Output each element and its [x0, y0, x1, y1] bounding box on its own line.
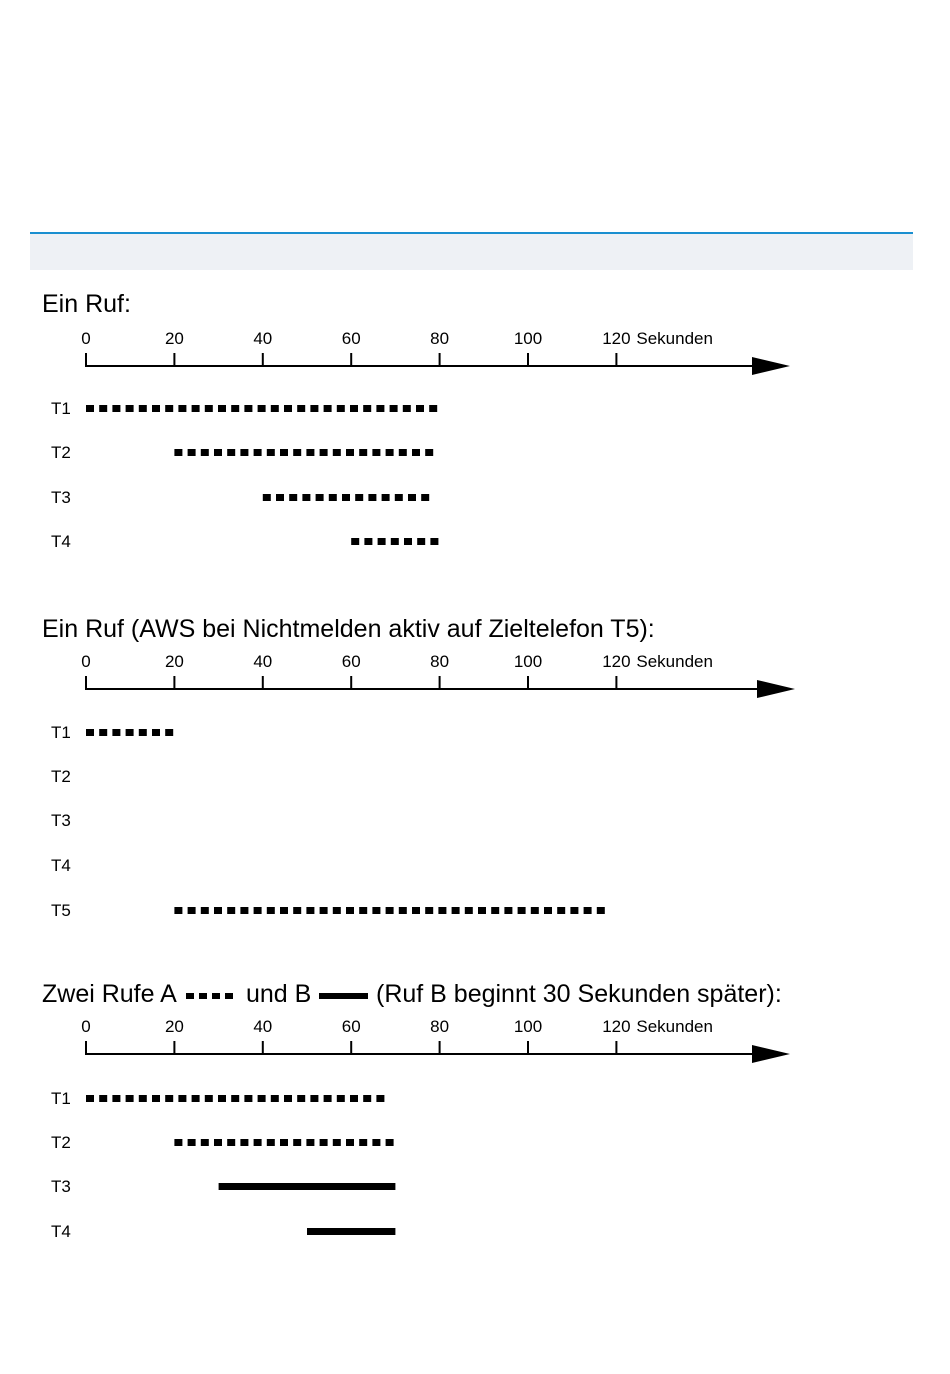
call-a-dash: [372, 907, 380, 914]
call-a-dash: [188, 907, 196, 914]
call-a-dash: [240, 1139, 248, 1146]
call-a-dash: [174, 449, 182, 456]
call-a-dash: [412, 907, 420, 914]
phone-label: T1: [51, 399, 71, 418]
call-a-dash: [302, 494, 310, 501]
call-a-dash: [363, 405, 371, 412]
call-a-dash: [337, 1095, 345, 1102]
call-a-dash: [363, 1095, 371, 1102]
call-a-dash: [346, 907, 354, 914]
phone-label: T2: [51, 767, 71, 786]
call-a-dash: [324, 405, 332, 412]
phone-rows: [51, 723, 605, 920]
call-a-dash: [240, 449, 248, 456]
call-a-dash: [429, 405, 437, 412]
call-a-dash: [280, 1139, 288, 1146]
tick-label: 20: [164, 652, 184, 671]
call-a-dash: [214, 907, 222, 914]
call-a-dash: [280, 907, 288, 914]
call-a-dash: [306, 449, 314, 456]
axis-arrowhead: [757, 680, 795, 698]
call-a-dash: [329, 494, 337, 501]
call-a-dash: [86, 405, 94, 412]
call-a-dash: [351, 538, 359, 545]
call-a-dash: [231, 1095, 239, 1102]
tick-label: 60: [341, 1017, 361, 1036]
call-a-dash: [267, 907, 275, 914]
call-a-dash: [258, 405, 266, 412]
tick-label: 20: [164, 1017, 184, 1036]
call-a-dash: [355, 494, 363, 501]
call-b-segment: [307, 1228, 395, 1235]
call-a-segment: [86, 1095, 384, 1102]
timeline-section-2: [42, 615, 795, 920]
call-a-dash: [178, 405, 186, 412]
axis-unit-label: Sekunden: [636, 329, 713, 348]
phone-label: T2: [51, 443, 71, 462]
call-a-dash: [570, 907, 578, 914]
call-a-dash: [214, 449, 222, 456]
call-a-segment: [174, 1139, 393, 1146]
axis-unit-label: Sekunden: [636, 652, 713, 671]
call-a-dash: [240, 907, 248, 914]
call-a-dash: [316, 494, 324, 501]
call-a-dash: [139, 729, 147, 736]
tick-label: 60: [341, 329, 361, 348]
call-a-dash: [244, 1095, 252, 1102]
phone-label: T1: [51, 723, 71, 742]
call-a-dash: [333, 907, 341, 914]
call-a-dash: [337, 405, 345, 412]
call-a-dash: [404, 538, 412, 545]
call-a-dash: [205, 405, 213, 412]
call-a-dash: [165, 729, 173, 736]
title-part-after-b: (Ruf B beginnt 30 Sekunden später):: [376, 980, 782, 1008]
phone-rows: [51, 1089, 395, 1241]
call-a-dash: [293, 1139, 301, 1146]
tick-label: 100: [513, 1017, 543, 1036]
call-a-dash: [378, 538, 386, 545]
call-a-dash: [244, 405, 252, 412]
call-a-dash: [531, 907, 539, 914]
call-a-dash: [430, 538, 438, 545]
call-a-dash: [139, 1095, 147, 1102]
tick-label: 20: [164, 329, 184, 348]
call-a-dash: [386, 449, 394, 456]
call-a-dash: [227, 1139, 235, 1146]
call-a-dash: [227, 907, 235, 914]
call-a-dash: [174, 1139, 182, 1146]
call-a-dash: [201, 449, 209, 456]
tick-label: 0: [81, 652, 91, 671]
call-a-dash: [174, 907, 182, 914]
axis-unit-label: Sekunden: [636, 1017, 713, 1036]
call-a-dash: [452, 907, 460, 914]
call-a-dash: [421, 494, 429, 501]
call-a-dash: [276, 494, 284, 501]
call-a-segment: [263, 494, 429, 501]
call-a-dash: [333, 449, 341, 456]
timeline-section-1: [42, 290, 790, 551]
call-a-dash: [86, 1095, 94, 1102]
call-a-dash: [152, 729, 160, 736]
call-a-dash: [399, 907, 407, 914]
call-a-dash: [99, 1095, 107, 1102]
call-a-dash: [112, 1095, 120, 1102]
tick-label: 0: [81, 329, 91, 348]
call-a-dash: [310, 405, 318, 412]
call-a-dash: [320, 907, 328, 914]
call-a-dash: [364, 538, 372, 545]
call-a-dash: [306, 907, 314, 914]
call-a-dash: [306, 1139, 314, 1146]
tick-label: 40: [253, 1017, 273, 1036]
phone-label: T4: [51, 856, 71, 875]
call-a-segment: [351, 538, 438, 545]
call-a-dash: [165, 405, 173, 412]
call-a-dash: [192, 1095, 200, 1102]
call-a-dash: [289, 494, 297, 501]
call-a-dash: [293, 449, 301, 456]
phone-label: T2: [51, 1133, 71, 1152]
call-a-dash: [254, 1139, 262, 1146]
title-part-between: und B: [246, 980, 312, 1008]
call-a-dash: [557, 907, 565, 914]
call-a-dash: [297, 1095, 305, 1102]
title-part-before-a: Zwei Rufe A: [42, 980, 177, 1008]
phone-rows: [51, 399, 438, 551]
call-a-dash: [86, 729, 94, 736]
tick-label: 40: [253, 652, 273, 671]
tick-label: 40: [253, 329, 273, 348]
call-a-segment: [174, 907, 604, 914]
call-a-dash: [254, 449, 262, 456]
call-a-dash: [112, 729, 120, 736]
call-a-dash: [597, 907, 605, 914]
phone-label: T3: [51, 811, 71, 830]
phone-label: T5: [51, 901, 71, 920]
call-a-dash: [188, 1139, 196, 1146]
call-a-dash: [395, 494, 403, 501]
call-a-dash: [346, 449, 354, 456]
call-a-dash: [258, 1095, 266, 1102]
phone-label: T3: [51, 488, 71, 507]
call-a-dash: [416, 405, 424, 412]
tick-label: 60: [341, 652, 361, 671]
call-a-dash: [99, 729, 107, 736]
tick-label: 80: [430, 329, 450, 348]
call-a-dash: [359, 449, 367, 456]
call-a-dash: [126, 1095, 134, 1102]
call-a-dash: [342, 494, 350, 501]
call-a-dash: [324, 1095, 332, 1102]
call-a-segment: [86, 729, 173, 736]
call-a-dash: [284, 405, 292, 412]
call-a-dash: [350, 405, 358, 412]
call-a-dash: [152, 405, 160, 412]
call-a-dash: [254, 907, 262, 914]
axis-arrowhead: [752, 357, 790, 375]
phone-label: T1: [51, 1089, 71, 1108]
time-axis: [81, 652, 795, 698]
call-a-dash: [544, 907, 552, 914]
call-a-dash: [359, 1139, 367, 1146]
tick-label: 100: [513, 652, 543, 671]
tick-label: 120: [602, 652, 631, 671]
tick-label: 120: [602, 1017, 631, 1036]
call-a-dash: [218, 1095, 226, 1102]
call-a-dash: [390, 405, 398, 412]
time-axis: [81, 1017, 790, 1063]
tick-label: 80: [430, 652, 450, 671]
call-a-dash: [271, 1095, 279, 1102]
timeline-section-3: [42, 980, 790, 1241]
call-a-dash: [504, 907, 512, 914]
call-a-dash: [417, 538, 425, 545]
section-title: [42, 980, 177, 1008]
call-a-dash: [280, 449, 288, 456]
call-a-dash: [425, 907, 433, 914]
call-a-dash: [386, 1139, 394, 1146]
tick-label: 100: [513, 329, 543, 348]
tick-label: 0: [81, 1017, 91, 1036]
call-a-dash: [112, 405, 120, 412]
call-a-dash: [425, 449, 433, 456]
call-a-dash: [333, 1139, 341, 1146]
call-a-dash: [386, 907, 394, 914]
call-a-dash: [320, 1139, 328, 1146]
call-a-dash: [438, 907, 446, 914]
call-a-dash: [188, 449, 196, 456]
call-a-dash: [368, 494, 376, 501]
call-a-segment: [174, 449, 433, 456]
section-title: Ein Ruf:: [42, 290, 131, 318]
call-a-dash: [372, 449, 380, 456]
call-a-dash: [491, 907, 499, 914]
call-a-dash: [201, 907, 209, 914]
call-a-dash: [350, 1095, 358, 1102]
call-a-dash: [205, 1095, 213, 1102]
call-a-dash: [126, 405, 134, 412]
call-a-dash: [271, 405, 279, 412]
call-b-segment: [219, 1183, 396, 1190]
call-a-dash: [346, 1139, 354, 1146]
call-a-dash: [126, 729, 134, 736]
call-a-dash: [518, 907, 526, 914]
call-a-dash: [152, 1095, 160, 1102]
legend-swatch-call-a: [186, 993, 233, 999]
call-a-dash: [382, 494, 390, 501]
call-a-dash: [399, 449, 407, 456]
call-a-dash: [267, 1139, 275, 1146]
call-a-dash: [372, 1139, 380, 1146]
call-a-dash: [192, 405, 200, 412]
call-a-dash: [359, 907, 367, 914]
tick-label: 80: [430, 1017, 450, 1036]
call-a-segment: [86, 405, 437, 412]
call-a-dash: [408, 494, 416, 501]
call-a-dash: [293, 907, 301, 914]
call-a-dash: [297, 405, 305, 412]
phone-label: T4: [51, 1222, 71, 1241]
call-a-dash: [201, 1139, 209, 1146]
call-a-dash: [218, 405, 226, 412]
legend-swatch-call-b: [319, 993, 368, 999]
call-a-dash: [99, 405, 107, 412]
section-title: Ein Ruf (AWS bei Nichtmelden aktiv auf Zieltelefon T5):: [42, 615, 655, 643]
phone-label: T3: [51, 1177, 71, 1196]
call-a-dash: [584, 907, 592, 914]
call-a-dash: [214, 1139, 222, 1146]
call-a-dash: [227, 449, 235, 456]
call-a-dash: [412, 449, 420, 456]
call-a-dash: [403, 405, 411, 412]
call-a-dash: [320, 449, 328, 456]
call-a-dash: [139, 405, 147, 412]
call-a-dash: [231, 405, 239, 412]
axis-arrowhead: [752, 1045, 790, 1063]
call-a-dash: [284, 1095, 292, 1102]
call-a-dash: [465, 907, 473, 914]
phone-label: T4: [51, 532, 71, 551]
call-a-dash: [478, 907, 486, 914]
call-a-dash: [178, 1095, 186, 1102]
tick-label: 120: [602, 329, 631, 348]
call-a-dash: [391, 538, 399, 545]
time-axis: [81, 329, 790, 375]
call-a-dash: [263, 494, 271, 501]
call-a-dash: [165, 1095, 173, 1102]
call-a-dash: [310, 1095, 318, 1102]
call-a-dash: [376, 405, 384, 412]
call-a-dash: [267, 449, 275, 456]
call-a-dash: [376, 1095, 384, 1102]
